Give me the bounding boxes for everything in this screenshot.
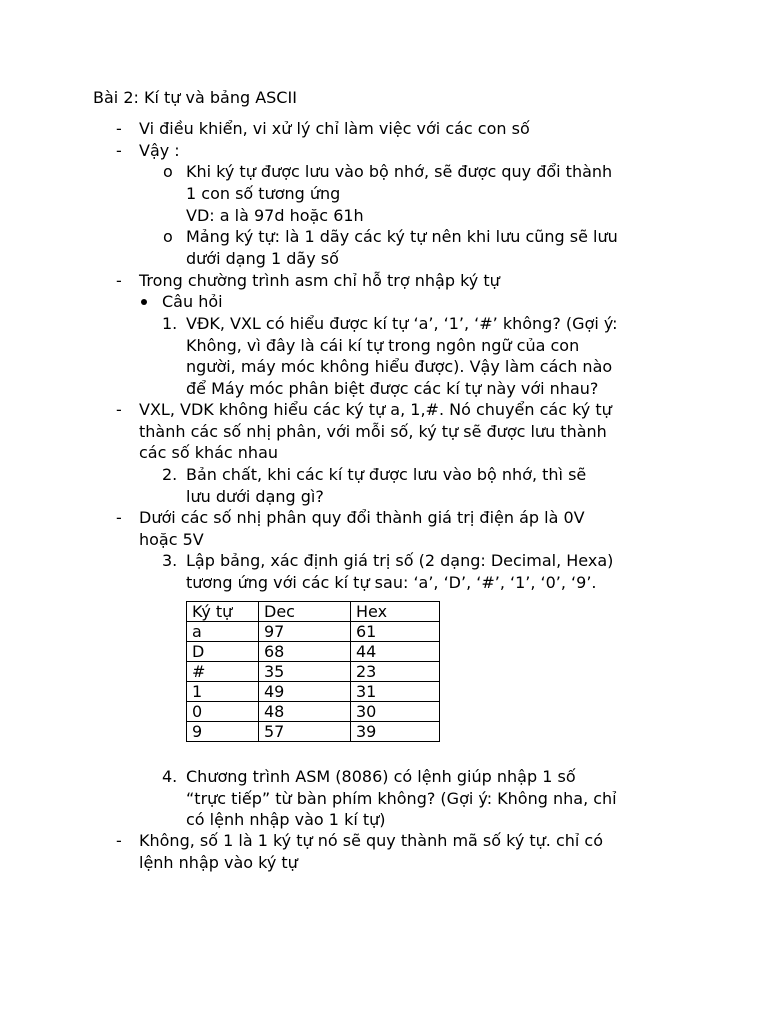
question-number: 3. [162, 551, 178, 570]
question-text: Lập bảng, xác định giá trị số (2 dạng: Decimal, Hexa) [186, 551, 614, 570]
table-cell: 35 [259, 662, 351, 682]
table-cell: 97 [259, 622, 351, 642]
table-cell: 30 [351, 702, 440, 722]
circle-marker: o [163, 227, 173, 246]
table-cell: 68 [259, 642, 351, 662]
list-item-text: Câu hỏi [162, 292, 223, 311]
list-item-text: Dưới các số nhị phân quy đổi thành giá trị điện áp là 0V [139, 508, 585, 527]
question-text: VĐK, VXL có hiểu được kí tự ‘a’, ‘1’, ‘#’ không? (Gợi ý: [186, 314, 618, 333]
question-text: Chương trình ASM (8086) có lệnh giúp nhập 1 số [186, 767, 576, 786]
table-row [187, 682, 440, 702]
table-cell: 48 [259, 702, 351, 722]
table-cell: 9 [187, 722, 259, 742]
table-row [187, 702, 440, 722]
table-cell: 57 [259, 722, 351, 742]
table-header-cell: Dec [259, 602, 351, 622]
table-row [187, 622, 440, 642]
table-row [187, 642, 440, 662]
table-row [187, 722, 440, 742]
dash-marker: - [116, 831, 122, 850]
table-header-cell: Hex [351, 602, 440, 622]
dash-marker: - [116, 271, 122, 290]
list-item-text: 1 con số tương ứng [186, 184, 341, 203]
table-cell: 1 [187, 682, 259, 702]
table-cell: 0 [187, 702, 259, 722]
circle-marker: o [163, 162, 173, 181]
table-cell: 39 [351, 722, 440, 742]
dash-marker: - [116, 119, 122, 138]
bullet-dot-icon [141, 299, 147, 305]
list-item-text: thành các số nhị phân, với mỗi số, ký tự sẽ được lưu thành [139, 422, 607, 441]
list-item-text: hoặc 5V [139, 530, 204, 549]
question-text: lưu dưới dạng gì? [186, 487, 324, 506]
list-item-text: dưới dạng 1 dãy số [186, 249, 339, 268]
question-text: Bản chất, khi các kí tự được lưu vào bộ nhớ, thì sẽ [186, 465, 587, 484]
question-text: có lệnh nhập vào 1 kí tự) [186, 810, 386, 829]
question-text: “trực tiếp” từ bàn phím không? (Gợi ý: Không nha, chỉ [186, 789, 617, 808]
table-cell: 61 [351, 622, 440, 642]
list-item-text: Khi ký tự được lưu vào bộ nhớ, sẽ được quy đổi thành [186, 162, 613, 181]
list-item-text: lệnh nhập vào ký tự [139, 853, 298, 872]
question-text: để Máy móc phân biệt được các kí tự này với nhau? [186, 379, 599, 398]
list-item-text: Vi điều khiển, vi xử lý chỉ làm việc với các con số [139, 119, 530, 138]
table-row [187, 662, 440, 682]
question-number: 4. [162, 767, 178, 786]
table-header-row [187, 602, 440, 622]
table-cell: 44 [351, 642, 440, 662]
table-cell: D [187, 642, 259, 662]
question-text: Không, vì đây là cái kí tự trong ngôn ngữ của con [186, 336, 580, 355]
dash-marker: - [116, 508, 122, 527]
list-item-text: Trong chường trình asm chỉ hỗ trợ nhập ký tự [139, 271, 500, 290]
list-item-text: VXL, VDK không hiểu các ký tự a, 1,#. Nó chuyển các ký tự [139, 400, 612, 419]
table-cell: 23 [351, 662, 440, 682]
question-number: 2. [162, 465, 178, 484]
list-item-text: Vậy : [139, 141, 180, 160]
list-item-text: VD: a là 97d hoặc 61h [186, 206, 364, 225]
dash-marker: - [116, 400, 122, 419]
list-item-text: Không, số 1 là 1 ký tự nó sẽ quy thành mã số ký tự. chỉ có [139, 831, 604, 850]
dash-marker: - [116, 141, 122, 160]
ascii-table [186, 601, 440, 742]
list-item-text: Mảng ký tự: là 1 dãy các ký tự nên khi lưu cũng sẽ lưu [186, 227, 618, 246]
table-cell: # [187, 662, 259, 682]
table-cell: a [187, 622, 259, 642]
list-item-text: các số khác nhau [139, 443, 279, 462]
question-number: 1. [162, 314, 178, 333]
question-text: người, máy móc không hiểu được). Vậy làm cách nào [186, 357, 613, 376]
question-text: tương ứng với các kí tự sau: ‘a’, ‘D’, ‘#’, ‘1’, ‘0’, ‘9’. [186, 573, 597, 592]
document-title: Bài 2: Kí tự và bảng ASCII [93, 88, 297, 107]
table-cell: 31 [351, 682, 440, 702]
table-cell: 49 [259, 682, 351, 702]
table-header-cell: Ký tự [187, 602, 259, 622]
